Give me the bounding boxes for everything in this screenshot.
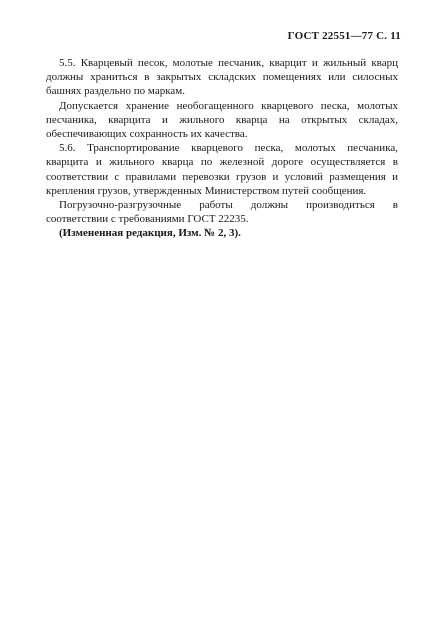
- paragraph-5-6: 5.6. Транспортирование кварцевого песка, молотых песчаника, кварцита и жильного кварца по железной дороге осуществляется в соответствии с правилами перевозки грузов и условий размещения и крепления грузов, утвержденных Министерством путей сообщения.: [46, 142, 398, 197]
- paragraph-open-storage: Допускается хранение необогащенного кварцевого песка, молотых песчаника, кварцита и жильного кварца на открытых складах, обеспечивающих сохранность их качества.: [46, 99, 398, 141]
- paragraph-loading-works: Погрузочно-разгрузочные работы должны производиться в соответствии с требованиями ГОСТ 22235.: [46, 199, 398, 226]
- amendment-note: (Измененная редакция, Изм. № 2, 3).: [59, 227, 241, 240]
- paragraph-5-5: 5.5. Кварцевый песок, молотые песчаник, кварцит и жильный кварц должны храниться в закрытых складских помещениях или силосных башнях раздельно по маркам.: [46, 57, 398, 98]
- page-header: ГОСТ 22551—77 С. 11: [287, 30, 401, 42]
- document-body: [46, 56, 398, 241]
